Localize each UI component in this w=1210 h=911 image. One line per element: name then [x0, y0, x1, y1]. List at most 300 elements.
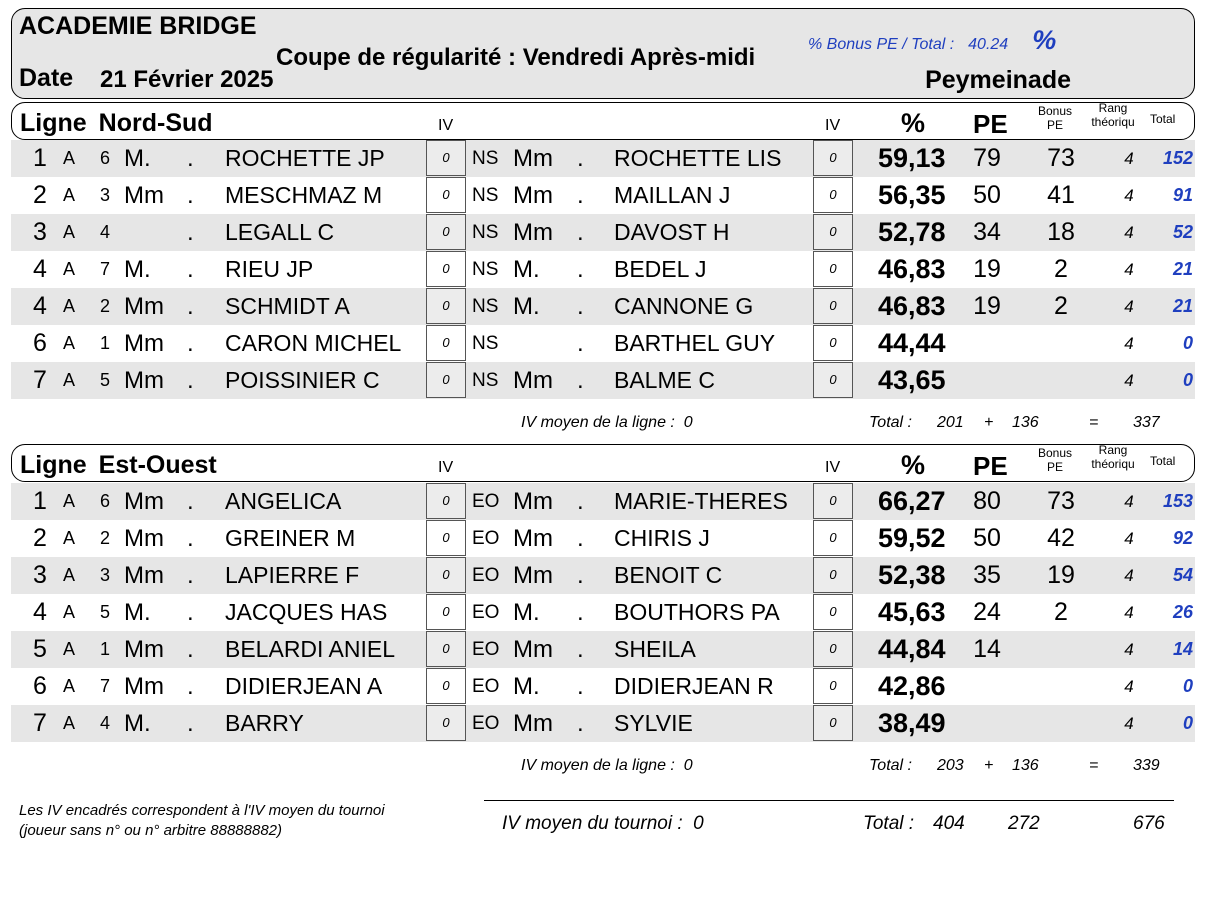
iv-box-1: 0 [426, 631, 466, 667]
iv-box-2: 0 [813, 140, 853, 176]
col-iv-2: IV [825, 117, 841, 134]
civility-2: M. [513, 293, 540, 320]
percentage: 44,44 [878, 328, 946, 358]
grand-pe: 404 [933, 813, 965, 834]
section-title [20, 109, 213, 138]
player-2-name: DIDIERJEAN R [614, 673, 774, 699]
iv-box-1: 0 [426, 520, 466, 556]
rang-theorique: 4 [1124, 260, 1134, 279]
player-2-name: BOUTHORS PA [614, 599, 780, 625]
dot-1: . [187, 525, 194, 552]
bonus-pe: 42 [1047, 524, 1075, 552]
table-number: 1 [100, 333, 111, 353]
player-2-name: CANNONE G [614, 293, 754, 319]
table-row [11, 557, 1195, 594]
table-number: 3 [100, 185, 111, 205]
civility-1: Mm [124, 330, 164, 357]
dot-1: . [187, 256, 194, 283]
pe-points: 35 [973, 561, 1001, 589]
rank: 7 [33, 366, 47, 394]
player-2-name: MARIE-THERES [614, 488, 788, 514]
rank: 6 [33, 672, 47, 700]
rang-theorique: 4 [1124, 640, 1134, 659]
col-total: Total [1150, 112, 1176, 126]
event-title: Coupe de régularité : Vendredi Après-midi [276, 44, 756, 71]
civility-1: Mm [124, 636, 164, 663]
direction: EO [472, 602, 500, 623]
bonus-pe: 73 [1047, 487, 1075, 515]
bonus-pe [1033, 631, 1089, 668]
dot-2: . [577, 636, 584, 663]
footer-iv-label: IV moyen de la ligne : [521, 414, 675, 431]
club-name: ACADEMIE BRIDGE [19, 12, 257, 40]
iv-box-1: 0 [426, 325, 466, 361]
iv-box-2: 0 [813, 520, 853, 556]
total: 54 [1172, 565, 1193, 585]
player-2-name: SHEILA [614, 636, 696, 662]
civility-1: Mm [124, 525, 164, 552]
col-pct: % [901, 450, 926, 480]
bonus-pct: % [1032, 25, 1057, 55]
table-number: 7 [100, 259, 111, 279]
table-row [11, 251, 1195, 288]
table-number: 2 [100, 528, 111, 548]
dot-2: . [577, 182, 584, 209]
dot-1: . [187, 673, 194, 700]
dot-1: . [187, 293, 194, 320]
grand-iv-label: IV moyen du tournoi : [502, 813, 683, 834]
footer-plus: + [984, 414, 994, 431]
rang-theorique: 4 [1124, 149, 1134, 168]
dot-1: . [187, 330, 194, 357]
direction: NS [472, 333, 499, 354]
group: A [63, 602, 76, 622]
direction: EO [472, 713, 500, 734]
table-number: 6 [100, 491, 111, 511]
group: A [63, 259, 76, 279]
iv-box-1: 0 [426, 557, 466, 593]
iv-box-2: 0 [813, 325, 853, 361]
pe-points [957, 362, 1017, 399]
iv-box-2: 0 [813, 251, 853, 287]
group: A [63, 148, 76, 168]
total: 0 [1182, 676, 1193, 696]
dot-2: . [577, 673, 584, 700]
civility-2: Mm [513, 219, 553, 246]
footer-iv-value: 0 [683, 757, 693, 774]
rang-theorique: 4 [1124, 186, 1134, 205]
table-row [11, 705, 1195, 742]
percentage: 46,83 [878, 291, 946, 321]
percentage: 52,78 [878, 217, 946, 247]
rank: 6 [33, 329, 47, 357]
civility-1: Mm [124, 488, 164, 515]
footer-total-label: Total : [869, 757, 912, 774]
rank: 1 [33, 487, 47, 515]
rang-theorique: 4 [1124, 223, 1134, 242]
dot-2: . [577, 710, 584, 737]
group: A [63, 222, 76, 242]
player-1-name: RIEU JP [225, 256, 314, 282]
percentage: 56,35 [878, 180, 946, 210]
dot-2: . [577, 367, 584, 394]
group: A [63, 639, 76, 659]
rang-theorique: 4 [1124, 297, 1134, 316]
dot-1: . [187, 219, 194, 246]
grand-bonus: 272 [1008, 813, 1040, 834]
dot-1: . [187, 599, 194, 626]
bonus-pe [1033, 325, 1089, 362]
footer-pe: 203 [937, 757, 964, 774]
bonus-value: 40.24 [968, 36, 1009, 53]
bonus-pe: 2 [1054, 292, 1068, 320]
footer-total: 339 [1133, 757, 1160, 774]
bonus-pe-total [808, 25, 1056, 56]
grand-iv [502, 813, 704, 835]
dot-2: . [577, 256, 584, 283]
pe-points: 24 [973, 598, 1001, 626]
civility-2: Mm [513, 710, 553, 737]
civility-2: Mm [513, 636, 553, 663]
pe-points: 19 [973, 255, 1001, 283]
bonus-pe: 19 [1047, 561, 1075, 589]
table-number: 5 [100, 370, 111, 390]
table-row [11, 288, 1195, 325]
civility-1: M. [124, 145, 151, 172]
group: A [63, 333, 76, 353]
total: 92 [1172, 528, 1193, 548]
table-number: 5 [100, 602, 111, 622]
table-number: 1 [100, 639, 111, 659]
bonus-pe: 41 [1047, 181, 1075, 209]
rank: 2 [33, 524, 47, 552]
civility-1: M. [124, 710, 151, 737]
dot-2: . [577, 599, 584, 626]
direction: NS [472, 296, 499, 317]
date-value: 21 Février 2025 [100, 66, 274, 93]
table-row [11, 177, 1195, 214]
table-row [11, 631, 1195, 668]
civility-2: Mm [513, 488, 553, 515]
player-2-name: MAILLAN J [614, 182, 731, 208]
footer-iv-value: 0 [683, 414, 693, 431]
rank: 3 [33, 561, 47, 589]
pe-points: 50 [973, 524, 1001, 552]
total: 21 [1172, 259, 1193, 279]
player-1-name: GREINER M [225, 525, 356, 551]
dot-2: . [577, 525, 584, 552]
iv-box-1: 0 [426, 483, 466, 519]
table-row [11, 594, 1195, 631]
pe-points [957, 668, 1017, 705]
iv-box-1: 0 [426, 705, 466, 741]
iv-box-2: 0 [813, 594, 853, 630]
bonus-pe: 2 [1054, 598, 1068, 626]
percentage: 43,65 [878, 365, 946, 395]
player-2-name: BENOIT C [614, 562, 723, 588]
percentage: 52,38 [878, 560, 946, 590]
footer-iv-label: IV moyen de la ligne : [521, 757, 675, 774]
percentage: 45,63 [878, 597, 946, 627]
player-1-name: CARON MICHEL [225, 330, 402, 356]
rang-theorique: 4 [1124, 529, 1134, 548]
player-2-name: DAVOST H [614, 219, 730, 245]
rang-theorique: 4 [1124, 334, 1134, 353]
group: A [63, 491, 76, 511]
direction: NS [472, 370, 499, 391]
col-rang: Rang théoriqu [1091, 101, 1135, 129]
total: 152 [1162, 148, 1193, 168]
player-1-name: POISSINIER C [225, 367, 380, 393]
iv-box-2: 0 [813, 483, 853, 519]
dot-2: . [577, 293, 584, 320]
total: 0 [1182, 713, 1193, 733]
total: 0 [1182, 370, 1193, 390]
direction: EO [472, 676, 500, 697]
table-number: 3 [100, 565, 111, 585]
table-row [11, 325, 1195, 362]
rank: 1 [33, 144, 47, 172]
iv-box-2: 0 [813, 214, 853, 250]
civility-2: M. [513, 256, 540, 283]
civility-1: M. [124, 599, 151, 626]
rang-theorique: 4 [1124, 492, 1134, 511]
player-1-name: JACQUES HAS [225, 599, 388, 625]
iv-box-1: 0 [426, 140, 466, 176]
table-row [11, 668, 1195, 705]
group: A [63, 185, 76, 205]
player-1-name: BELARDI ANIEL [225, 636, 396, 662]
dot-1: . [187, 488, 194, 515]
direction: EO [472, 491, 500, 512]
pe-points [957, 325, 1017, 362]
pe-points: 34 [973, 218, 1001, 246]
group: A [63, 676, 76, 696]
bonus-pe: 73 [1047, 144, 1075, 172]
percentage: 59,13 [878, 143, 946, 173]
table-row [11, 140, 1195, 177]
rank: 5 [33, 635, 47, 663]
player-1-name: ROCHETTE JP [225, 145, 385, 171]
table-number: 4 [100, 713, 111, 733]
section-title [20, 451, 217, 480]
iv-box-2: 0 [813, 668, 853, 704]
iv-box-1: 0 [426, 288, 466, 324]
line-footer-iv [521, 414, 693, 432]
bonus-pe [1033, 362, 1089, 399]
civility-1: Mm [124, 182, 164, 209]
table-row [11, 214, 1195, 251]
rank: 4 [33, 292, 47, 320]
col-bonus: Bonus PE [1037, 104, 1073, 132]
dot-1: . [187, 710, 194, 737]
total: 91 [1172, 185, 1193, 205]
col-iv-1: IV [438, 117, 454, 134]
rank: 3 [33, 218, 47, 246]
col-iv-1: IV [438, 459, 454, 476]
rang-theorique: 4 [1124, 677, 1134, 696]
footer-plus: + [984, 757, 994, 774]
iv-box-2: 0 [813, 288, 853, 324]
player-1-name: MESCHMAZ M [225, 182, 383, 208]
group: A [63, 713, 76, 733]
dot-1: . [187, 182, 194, 209]
iv-box-2: 0 [813, 631, 853, 667]
iv-box-1: 0 [426, 177, 466, 213]
player-2-name: BEDEL J [614, 256, 707, 282]
group: A [63, 528, 76, 548]
dot-2: . [577, 330, 584, 357]
footer-eq: = [1089, 414, 1099, 431]
bonus-label: % Bonus PE / Total : [808, 36, 955, 53]
player-2-name: ROCHETTE LIS [614, 145, 782, 171]
pe-points: 19 [973, 292, 1001, 320]
civility-2: M. [513, 599, 540, 626]
table-number: 7 [100, 676, 111, 696]
civility-1: Mm [124, 367, 164, 394]
bonus-pe [1033, 705, 1089, 742]
dot-1: . [187, 636, 194, 663]
total: 14 [1172, 639, 1193, 659]
col-pe: PE [973, 451, 1008, 481]
iv-box-1: 0 [426, 362, 466, 398]
rank: 4 [33, 255, 47, 283]
footer-bonus: 136 [1012, 757, 1039, 774]
civility-2: Mm [513, 182, 553, 209]
pe-points [957, 705, 1017, 742]
section-label: Ligne [20, 109, 87, 137]
section-name: Nord-Sud [98, 109, 213, 137]
percentage: 42,86 [878, 671, 946, 701]
iv-box-2: 0 [813, 557, 853, 593]
grand-total: 676 [1133, 813, 1165, 834]
percentage: 38,49 [878, 708, 946, 738]
total: 0 [1182, 333, 1193, 353]
iv-box-2: 0 [813, 705, 853, 741]
player-2-name: SYLVIE [614, 710, 693, 736]
percentage: 59,52 [878, 523, 946, 553]
iv-box-1: 0 [426, 251, 466, 287]
col-total: Total [1150, 454, 1176, 468]
footer-eq: = [1089, 757, 1099, 774]
player-1-name: DIDIERJEAN A [225, 673, 383, 699]
section-label: Ligne [20, 451, 87, 479]
direction: NS [472, 148, 499, 169]
iv-note: Les IV encadrés correspondent à l'IV moyen du tournoi (joueur sans n° ou n° arbitre 88888882) [19, 802, 385, 839]
player-2-name: CHIRIS J [614, 525, 710, 551]
dot-1: . [187, 562, 194, 589]
divider [484, 800, 1174, 801]
player-1-name: LAPIERRE F [225, 562, 360, 588]
civility-1: Mm [124, 562, 164, 589]
civility-2: M. [513, 673, 540, 700]
pe-points: 79 [973, 144, 1001, 172]
bonus-pe: 18 [1047, 218, 1075, 246]
civility-2: Mm [513, 562, 553, 589]
grand-iv-value: 0 [693, 813, 704, 834]
rank: 4 [33, 598, 47, 626]
date-label: Date [19, 64, 74, 92]
total: 52 [1172, 222, 1193, 242]
grand-total-label: Total : [863, 813, 915, 834]
total: 26 [1172, 602, 1193, 622]
footer-total: 337 [1133, 414, 1160, 431]
civility-1: M. [124, 256, 151, 283]
table-number: 4 [100, 222, 111, 242]
pe-points: 50 [973, 181, 1001, 209]
direction: EO [472, 639, 500, 660]
section-name: Est-Ouest [98, 451, 217, 479]
player-1-name: BARRY [225, 710, 304, 736]
direction: NS [472, 185, 499, 206]
rang-theorique: 4 [1124, 603, 1134, 622]
dot-2: . [577, 219, 584, 246]
iv-box-1: 0 [426, 668, 466, 704]
civility-2: Mm [513, 367, 553, 394]
table-row [11, 483, 1195, 520]
dot-1: . [187, 367, 194, 394]
rank: 2 [33, 181, 47, 209]
rang-theorique: 4 [1124, 566, 1134, 585]
col-pe: PE [973, 109, 1008, 139]
dot-2: . [577, 562, 584, 589]
table-row [11, 362, 1195, 399]
bonus-pe [1033, 668, 1089, 705]
venue: Peymeinade [925, 66, 1071, 94]
footer-bonus: 136 [1012, 414, 1039, 431]
dot-1: . [187, 145, 194, 172]
total: 153 [1162, 491, 1193, 511]
percentage: 66,27 [878, 486, 946, 516]
iv-box-1: 0 [426, 214, 466, 250]
player-2-name: BALME C [614, 367, 715, 393]
group: A [63, 296, 76, 316]
col-bonus: Bonus PE [1037, 446, 1073, 474]
civility-2: Mm [513, 525, 553, 552]
table-row [11, 520, 1195, 557]
dot-2: . [577, 488, 584, 515]
iv-box-2: 0 [813, 362, 853, 398]
group: A [63, 565, 76, 585]
direction: NS [472, 222, 499, 243]
dot-2: . [577, 145, 584, 172]
bonus-pe: 2 [1054, 255, 1068, 283]
civility-1: Mm [124, 293, 164, 320]
col-rang: Rang théoriqu [1091, 443, 1135, 471]
pe-points: 80 [973, 487, 1001, 515]
table-number: 6 [100, 148, 111, 168]
percentage: 46,83 [878, 254, 946, 284]
footer-total-label: Total : [869, 414, 912, 431]
iv-box-1: 0 [426, 594, 466, 630]
rang-theorique: 4 [1124, 371, 1134, 390]
footer-pe: 201 [937, 414, 964, 431]
civility-1: Mm [124, 673, 164, 700]
civility-2: Mm [513, 145, 553, 172]
direction: EO [472, 565, 500, 586]
line-footer-iv [521, 757, 693, 775]
direction: NS [472, 259, 499, 280]
total: 21 [1172, 296, 1193, 316]
player-1-name: LEGALL C [225, 219, 335, 245]
col-pct: % [901, 108, 926, 138]
player-2-name: BARTHEL GUY [614, 330, 776, 356]
iv-box-2: 0 [813, 177, 853, 213]
player-1-name: SCHMIDT A [225, 293, 350, 319]
direction: EO [472, 528, 500, 549]
rank: 7 [33, 709, 47, 737]
player-1-name: ANGELICA [225, 488, 342, 514]
